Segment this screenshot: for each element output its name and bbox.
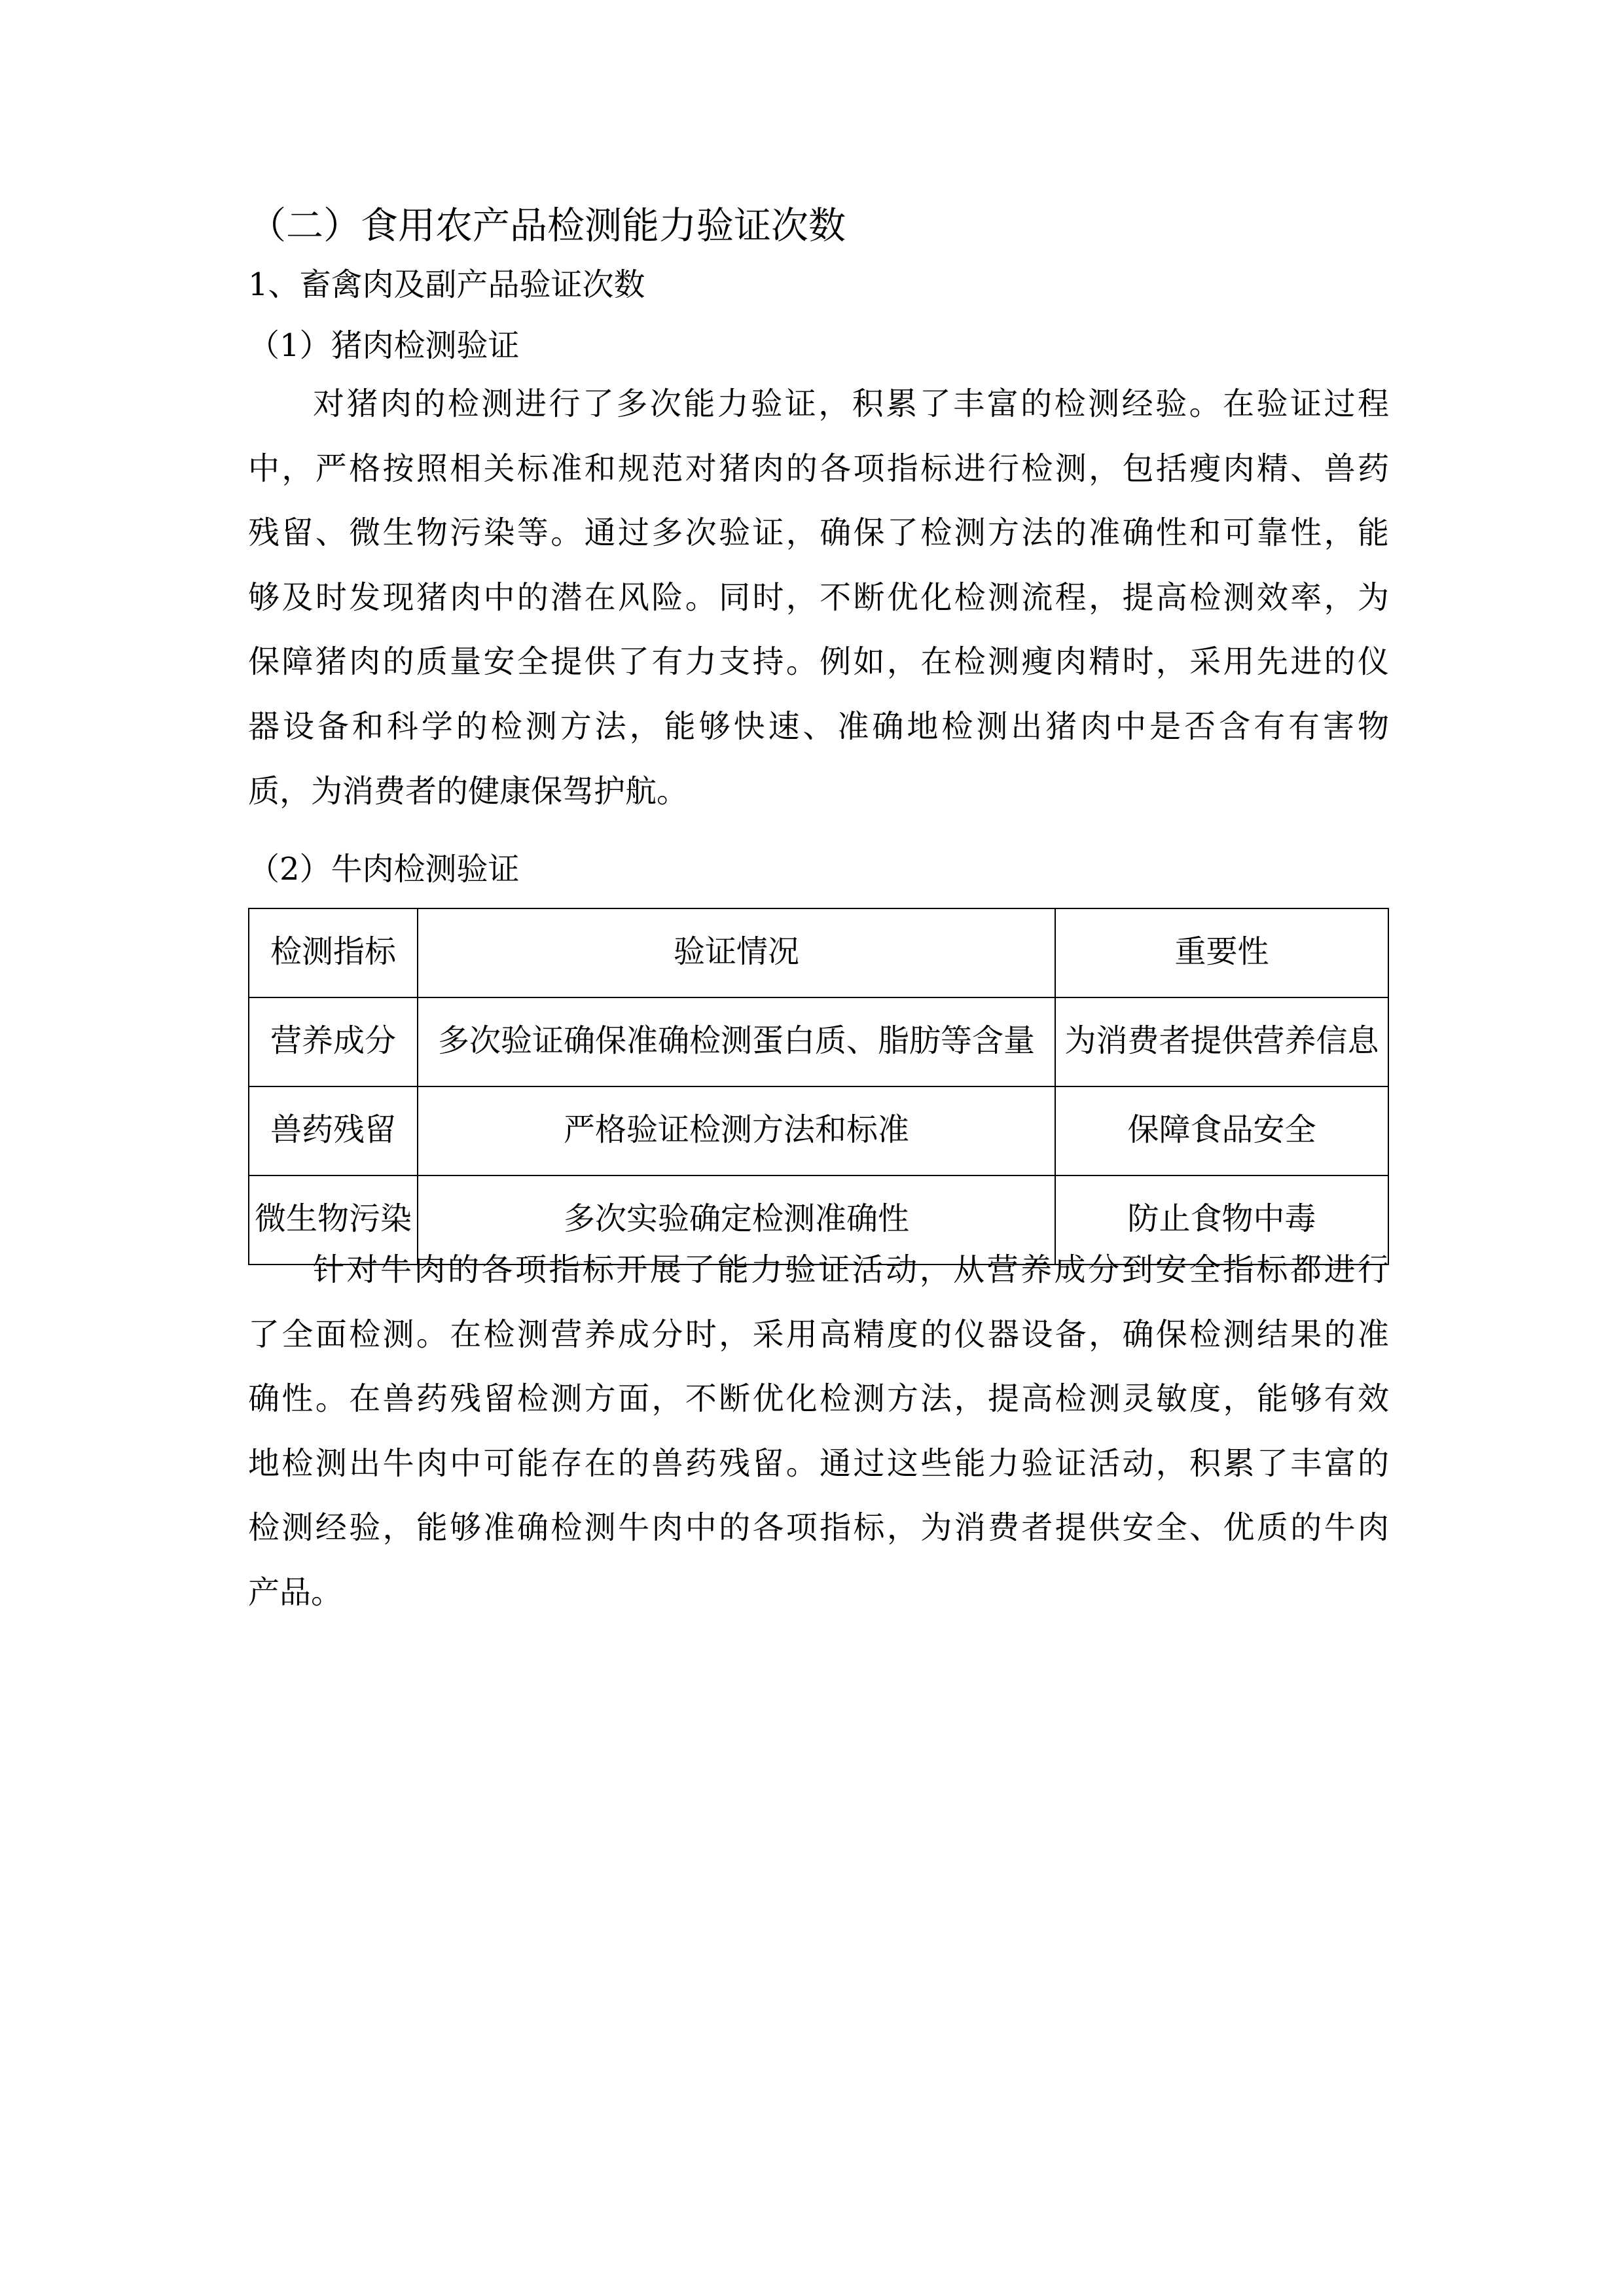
beef-verification-table	[248, 908, 1389, 1265]
table-header: 验证情况	[418, 908, 1055, 997]
paragraph-line: 针对牛肉的各项指标开展了能力验证活动，从营养成分到安全指标都进行	[313, 1251, 1389, 1288]
table-cell: 兽药残留	[249, 1086, 418, 1175]
table-header: 检测指标	[249, 908, 418, 997]
paragraph-line: 对猪肉的检测进行了多次能力验证，积累了丰富的检测经验。在验证过程	[313, 386, 1389, 422]
table-cell: 微生物污染	[249, 1175, 418, 1265]
subsection-heading: 1、畜禽肉及副产品验证次数	[248, 266, 645, 303]
table-cell: 营养成分	[249, 997, 418, 1086]
beef-heading: （2）牛肉检测验证	[248, 851, 520, 888]
table-header: 重要性	[1055, 908, 1388, 997]
paragraph-line: 质，为消费者的健康保驾护航。	[248, 772, 689, 810]
paragraph-line: 够及时发现猪肉中的潜在风险。同时，不断优化检测流程，提高检测效率，为	[248, 579, 1389, 616]
table-cell: 多次实验确定检测准确性	[418, 1175, 1055, 1265]
paragraph-line: 了全面检测。在检测营养成分时，采用高精度的仪器设备，确保检测结果的准	[248, 1316, 1389, 1353]
section-heading: （二）食用农产品检测能力验证次数	[249, 204, 846, 247]
pork-heading: （1）猪肉检测验证	[248, 327, 520, 364]
paragraph-line: 中，严格按照相关标准和规范对猪肉的各项指标进行检测，包括瘦肉精、兽药	[248, 450, 1389, 487]
table-cell: 保障食品安全	[1055, 1086, 1388, 1175]
paragraph-line: 地检测出牛肉中可能存在的兽药残留。通过这些能力验证活动，积累了丰富的	[248, 1444, 1389, 1482]
table-cell: 严格验证检测方法和标准	[418, 1086, 1055, 1175]
beef-paragraph	[248, 1247, 1389, 1634]
paragraph-line: 保障猪肉的质量安全提供了有力支持。例如，在检测瘦肉精时，采用先进的仪	[248, 643, 1389, 681]
table-row	[249, 1086, 1388, 1175]
table-cell: 多次验证确保准确检测蛋白质、脂肪等含量	[418, 997, 1055, 1086]
pork-paragraph	[248, 381, 1389, 833]
paragraph-line: 产品。	[248, 1573, 343, 1611]
paragraph-line: 器设备和科学的检测方法，能够快速、准确地检测出猪肉中是否含有有害物	[248, 708, 1389, 745]
paragraph-line: 确性。在兽药残留检测方面，不断优化检测方法，提高检测灵敏度，能够有效	[248, 1380, 1389, 1418]
table-cell: 防止食物中毒	[1055, 1175, 1388, 1265]
table-header-row	[249, 908, 1388, 997]
table-row	[249, 997, 1388, 1086]
table-cell: 为消费者提供营养信息	[1055, 997, 1388, 1086]
paragraph-line: 残留、微生物污染等。通过多次验证，确保了检测方法的准确性和可靠性，能	[248, 514, 1389, 552]
paragraph-line: 检测经验，能够准确检测牛肉中的各项指标，为消费者提供安全、优质的牛肉	[248, 1509, 1389, 1547]
